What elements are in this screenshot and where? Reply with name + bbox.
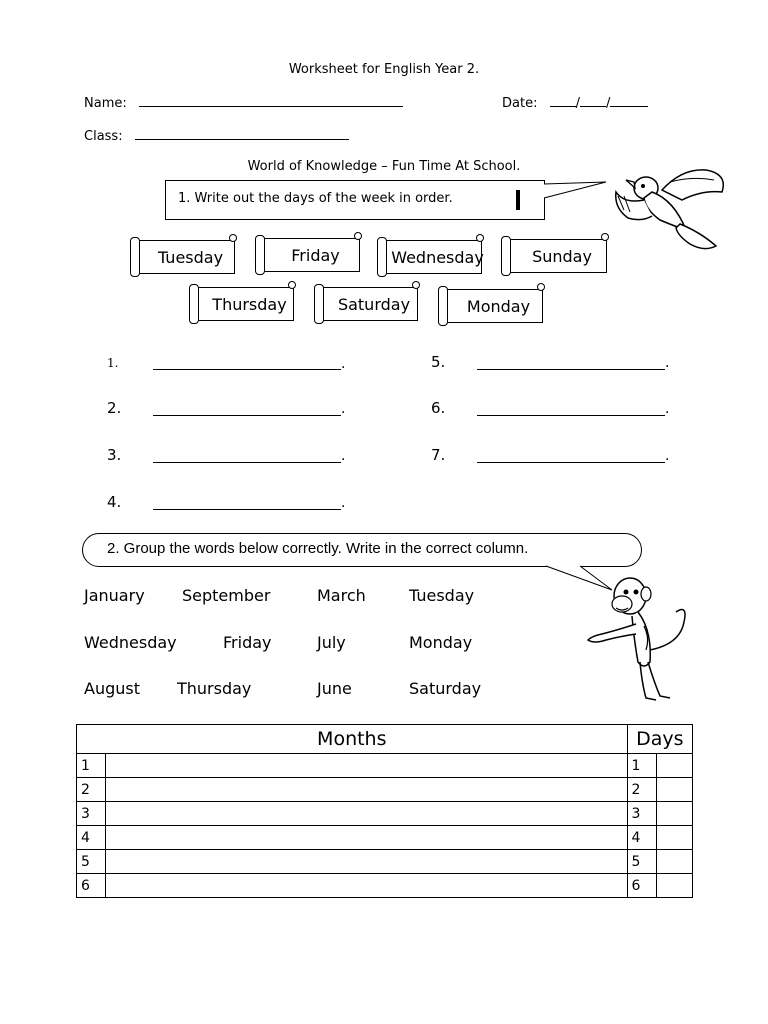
months-cell[interactable]: [106, 802, 628, 826]
date-year-blank[interactable]: [610, 94, 648, 107]
answer-number-1: 1.: [107, 356, 119, 370]
scroll-sunday: Sunday: [507, 239, 607, 273]
answer-dot-4: .: [341, 495, 346, 511]
answer-line-5[interactable]: [477, 368, 665, 370]
months-cell[interactable]: [106, 826, 628, 850]
answer-dot-7: .: [665, 448, 670, 464]
answer-line-4[interactable]: [153, 508, 341, 510]
date-row: Date: / /: [502, 94, 648, 111]
monkey-icon: [584, 570, 704, 710]
answer-dot-5: .: [665, 355, 670, 371]
answer-number-7: 7.: [431, 446, 446, 464]
answer-number-6: 6.: [431, 399, 446, 417]
instruction-box-1: [165, 180, 545, 220]
date-month-blank[interactable]: [580, 94, 606, 107]
scroll-tuesday: Tuesday: [136, 240, 235, 274]
text-cursor: [516, 190, 520, 210]
answer-number-4: 4.: [107, 493, 122, 511]
worksheet-title: Worksheet for English Year 2.: [288, 62, 480, 77]
word-tuesday: Tuesday: [409, 586, 475, 605]
row-number: 5: [627, 850, 656, 874]
word-friday: Friday: [223, 633, 272, 652]
word-june: June: [317, 679, 352, 698]
table-row: [77, 874, 693, 898]
word-march: March: [317, 586, 366, 605]
answer-number-2: 2.: [107, 399, 122, 417]
days-cell[interactable]: [656, 874, 692, 898]
answer-number-5: 5.: [431, 353, 446, 371]
days-cell[interactable]: [656, 802, 692, 826]
table-row: [77, 850, 693, 874]
months-cell[interactable]: [106, 754, 628, 778]
row-number: 2: [627, 778, 656, 802]
speech-tail-1: [540, 178, 610, 208]
answer-line-7[interactable]: [477, 461, 665, 463]
table-header-row: [77, 725, 693, 754]
class-blank[interactable]: [135, 127, 349, 140]
table-row: [77, 826, 693, 850]
answer-line-2[interactable]: [153, 414, 341, 416]
months-cell[interactable]: [106, 778, 628, 802]
word-wednesday: Wednesday: [84, 633, 177, 652]
grouping-table: [76, 724, 693, 898]
instruction-1-text: 1. Write out the days of the week in order.: [178, 191, 453, 206]
row-number: 3: [627, 802, 656, 826]
days-cell[interactable]: [656, 754, 692, 778]
months-cell[interactable]: [106, 874, 628, 898]
answer-dot-2: .: [341, 401, 346, 417]
table-row: [77, 778, 693, 802]
answer-dot-1: .: [341, 356, 346, 372]
bird-icon: [604, 160, 732, 260]
word-august: August: [84, 679, 140, 698]
row-number: 4: [627, 826, 656, 850]
days-cell[interactable]: [656, 778, 692, 802]
table-row: [77, 802, 693, 826]
word-thursday: Thursday: [177, 679, 252, 698]
row-number: 6: [77, 874, 106, 898]
scroll-thursday: Thursday: [195, 287, 294, 321]
class-row: [84, 127, 349, 144]
scroll-wednesday: Wednesday: [383, 240, 482, 274]
word-monday: Monday: [409, 633, 473, 652]
date-day-blank[interactable]: [550, 94, 576, 107]
word-july: July: [317, 633, 346, 652]
word-september: September: [182, 586, 271, 605]
answer-line-6[interactable]: [477, 414, 665, 416]
days-cell[interactable]: [656, 826, 692, 850]
worksheet-subtitle: World of Knowledge – Fun Time At School.: [247, 159, 521, 174]
row-number: 5: [77, 850, 106, 874]
name-row: [84, 94, 403, 111]
table-row: [77, 754, 693, 778]
row-number: 3: [77, 802, 106, 826]
row-number: 4: [77, 826, 106, 850]
row-number: 1: [77, 754, 106, 778]
header-days: Days: [627, 725, 692, 754]
answer-dot-6: .: [665, 401, 670, 417]
row-number: 2: [77, 778, 106, 802]
answer-line-3[interactable]: [153, 461, 341, 463]
months-cell[interactable]: [106, 850, 628, 874]
word-saturday: Saturday: [409, 679, 482, 698]
scroll-friday: Friday: [261, 238, 360, 272]
scroll-saturday: Saturday: [320, 287, 418, 321]
answer-line-1[interactable]: [153, 368, 341, 370]
word-january: January: [84, 586, 145, 605]
row-number: 6: [627, 874, 656, 898]
date-label: Date:: [502, 96, 538, 111]
name-label: Name:: [84, 96, 127, 111]
row-number: 1: [627, 754, 656, 778]
name-blank[interactable]: [139, 94, 403, 107]
instruction-2-text: 2. Group the words below correctly. Write in the correct column.: [107, 540, 529, 557]
header-months: Months: [77, 725, 628, 754]
class-label: Class:: [84, 129, 123, 144]
answer-number-3: 3.: [107, 446, 122, 464]
answer-dot-3: .: [341, 448, 346, 464]
scroll-monday: Monday: [444, 289, 543, 323]
days-cell[interactable]: [656, 850, 692, 874]
